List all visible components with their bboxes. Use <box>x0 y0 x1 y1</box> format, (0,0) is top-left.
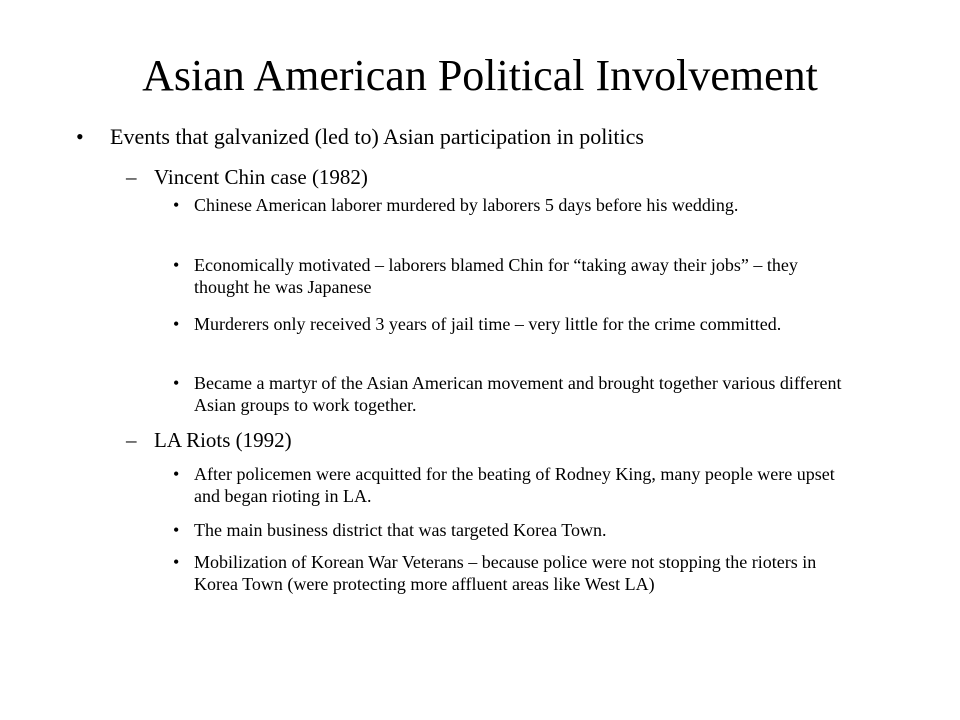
section-heading-text: Vincent Chin case (1982) <box>154 165 368 189</box>
sub-bullet <box>173 254 854 298</box>
sub-bullet-text: Became a martyr of the Asian American movement and brought together various different Asian groups to work together. <box>194 373 842 415</box>
sub-bullet-text: After policemen were acquitted for the beating of Rodney King, many people were upset and began rioting in LA. <box>194 464 835 506</box>
sub-bullet <box>173 372 854 416</box>
bullet-marker: • <box>173 314 180 334</box>
section-heading-vincent-chin <box>126 163 368 191</box>
main-bullet <box>76 122 644 152</box>
slide-title: Asian American Political Involvement <box>142 51 818 100</box>
bullet-marker: • <box>173 255 180 275</box>
sub-bullet-text: Economically motivated – laborers blamed Chin for “taking away their jobs” – they thought he was Japanese <box>194 255 798 297</box>
section-heading-la-riots <box>126 426 292 454</box>
dash-marker: – <box>126 428 137 452</box>
sub-bullet <box>173 551 854 595</box>
sub-bullet <box>173 313 854 335</box>
bullet-marker: • <box>76 124 84 149</box>
sub-bullet-text: Chinese American laborer murdered by laborers 5 days before his wedding. <box>194 195 739 215</box>
sub-bullet <box>173 519 854 541</box>
bullet-marker: • <box>173 464 180 484</box>
sub-bullet <box>173 463 854 507</box>
main-bullet-text: Events that galvanized (led to) Asian participation in politics <box>110 124 644 149</box>
bullet-marker: • <box>173 195 180 215</box>
sub-bullet <box>173 194 854 216</box>
sub-bullet-text: Mobilization of Korean War Veterans – because police were not stopping the rioters in Korea Town (were protecting more affluent areas like West LA) <box>194 552 817 594</box>
dash-marker: – <box>126 165 137 189</box>
section-heading-text: LA Riots (1992) <box>154 428 292 452</box>
bullet-marker: • <box>173 373 180 393</box>
sub-bullet-text: The main business district that was targeted Korea Town. <box>194 520 607 540</box>
bullet-marker: • <box>173 520 180 540</box>
sub-bullet-text: Murderers only received 3 years of jail time – very little for the crime committed. <box>194 314 782 334</box>
bullet-marker: • <box>173 552 180 572</box>
